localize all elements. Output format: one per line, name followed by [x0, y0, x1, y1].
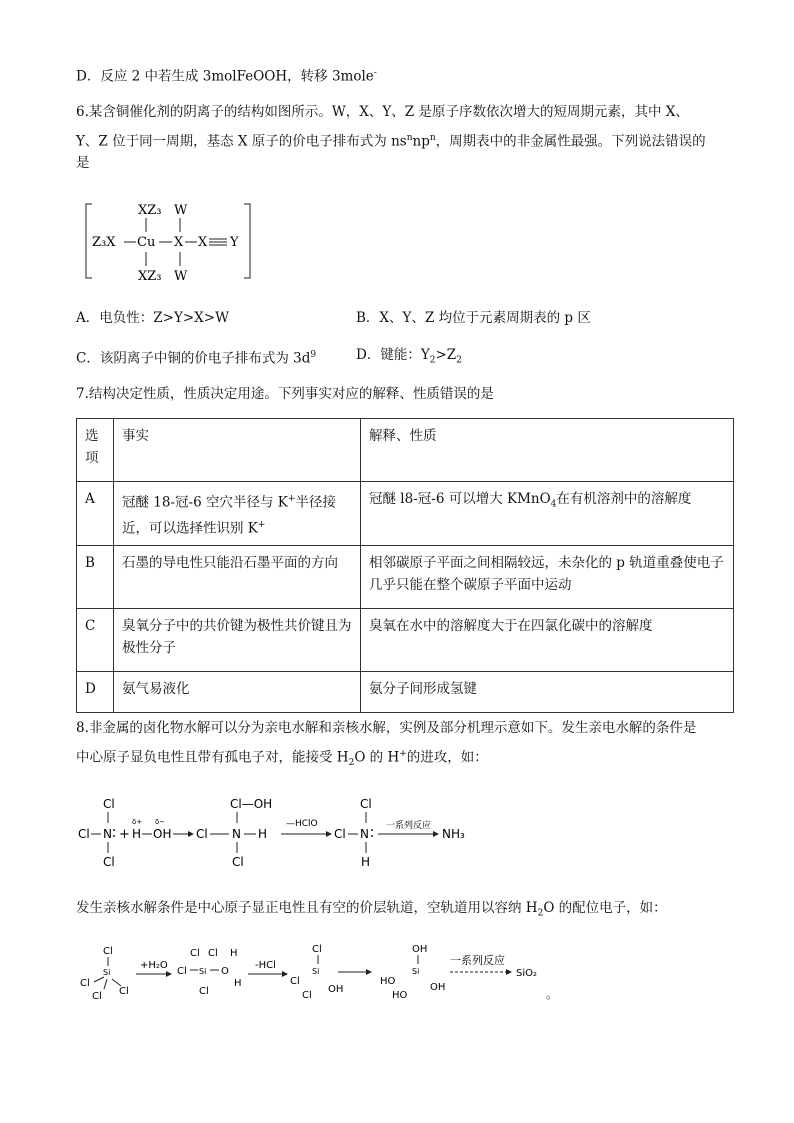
q6-option-c-text: C．该阴离子中铜的价电子排布式为 3d: [76, 350, 311, 367]
plus-sign: +: [119, 827, 130, 842]
x-right-atom: X: [198, 235, 208, 250]
table-row: [77, 482, 734, 546]
row-d-fact: 氨气易液化: [114, 672, 361, 713]
sicl4-top-cl: Cl: [103, 946, 113, 957]
q6-stem-line3: 是: [76, 155, 90, 171]
header-option: 选项: [77, 419, 114, 482]
q6-stem-text: Y、Z 位于同一周期，基态 X 原子的价电子排布式为 ns: [76, 133, 407, 150]
intermediate-bottom-cl: Cl: [232, 855, 244, 869]
q6-option-d-text: D．键能：Y: [356, 347, 430, 363]
arrow1-label: —HClO: [286, 819, 318, 829]
p2-top-cl: Cl: [312, 944, 322, 955]
bottom-right-w: W: [174, 269, 188, 284]
row-b-option: B: [77, 546, 114, 609]
q6-anion-structure: [84, 196, 259, 286]
intermediate-left-cl: Cl: [196, 827, 208, 841]
table-row: [77, 546, 734, 609]
header-fact: 事实: [114, 419, 361, 482]
top-left-group: XZ₃: [138, 203, 162, 218]
q8-line3-sub: 2: [537, 908, 544, 919]
row-a-explain: 冠醚 l8-冠-6 可以增大 KMnO$_4$在有机溶剂中的溶解度: [361, 482, 734, 546]
o-charge: δ−: [155, 818, 166, 826]
q7-stem: 7.结构决定性质，性质决定用途。下列事实对应的解释、性质错误的是: [76, 386, 494, 402]
q5-option-d-sup: -: [373, 68, 377, 78]
row-d-explain: 氨分子间形成氢键: [361, 672, 734, 713]
product-sio2: SiO₂: [516, 968, 538, 979]
q8-line2-sup: +: [399, 749, 407, 759]
q5-option-d-text: D．反应 2 中若生成 3molFeOOH，转移 3mole: [76, 68, 374, 85]
row-b-fact: 石墨的导电性只能沿石墨平面的方向: [114, 546, 361, 609]
arrow-head-1: [188, 831, 194, 837]
p3-top-oh: OH: [412, 944, 428, 955]
int-bottom-cl: Cl: [199, 986, 209, 997]
nhcl2-n: N: [360, 827, 369, 841]
row-c-fact: 臭氧分子中的共价键为极性共价键且为极性分子: [114, 609, 361, 672]
q8-line2-text: 中心原子显负电性且带有孤电子对，能接受 H: [76, 749, 349, 766]
q6-stem-np: np: [412, 133, 430, 150]
electrophilic-hydrolysis-scheme: [76, 796, 486, 874]
sicl4-left-cl: Cl: [80, 978, 90, 989]
q6-sup-n2: n: [429, 133, 436, 143]
int-si: Si: [199, 967, 207, 976]
right-bracket: [244, 204, 250, 278]
q6-option-d-sub2: 2: [456, 355, 462, 366]
intermediate-h: H: [258, 827, 268, 841]
sicl4-right-cl: Cl: [119, 986, 129, 997]
q6-option-d: [356, 346, 462, 370]
row-b-explain: 相邻碳原子平面之间相隔较远，未杂化的 p 轨道重叠使电子几乎只能在整个碳原子平面中运动: [361, 546, 734, 609]
end-mark: 。: [546, 987, 559, 1001]
q8-line2-end: 的进攻，如：: [406, 749, 488, 766]
q8-line3-end: O 的配位电子，如：: [543, 900, 667, 916]
intermediate-cl-oh: Cl—OH: [230, 797, 273, 811]
q6-option-a: A．电负性：Z>Y>X>W: [76, 310, 229, 326]
q6-option-c-sup: 9: [310, 350, 317, 360]
q6-stem-line1: 6.某含铜催化剂的阴离子的结构如图所示。W，X、Y、Z 是原子序数依次增大的短周期元素，其中 X、: [76, 104, 689, 120]
hcl-label: -HCl: [255, 960, 276, 971]
p2-bottom-cl: Cl: [302, 990, 312, 1001]
q6-stem-line2: [76, 129, 706, 151]
table-row: [77, 609, 734, 672]
sicl4-bottom-cl: Cl: [92, 991, 102, 1002]
q7-table: [76, 418, 734, 713]
row-c-explain: 臭氧在水中的溶解度大于在四氯化碳中的溶解度: [361, 609, 734, 672]
p2-oh: OH: [328, 984, 344, 995]
q8-line3-text: 发生亲核水解条件是中心原子显正电性且有空的价层轨道，空轨道用以容纳 H: [76, 900, 538, 916]
nhcl2-left-cl: Cl: [334, 827, 346, 841]
cu-atom: Cu: [137, 235, 156, 250]
q8-line3: [76, 899, 667, 923]
q8-line1: 8.非金属的卤化物水解可以分为亲电水解和亲核水解，实例及部分机理示意如下。发生亲电水解的条件是: [76, 720, 697, 736]
q8-line2: [76, 745, 488, 772]
arrow2-label: 一系列反应: [386, 821, 432, 831]
x-center-atom: X: [174, 235, 184, 250]
q8-line2-mid: O 的 H: [354, 749, 400, 766]
y-atom: Y: [230, 235, 239, 250]
row-c-option: C: [77, 609, 114, 672]
header-explain: 解释、性质: [361, 419, 734, 482]
ncl3-top-cl: Cl: [103, 797, 115, 811]
ncl3-left-cl: Cl: [78, 827, 90, 841]
int-cl-2: Cl: [208, 948, 218, 959]
product-nh3: NH₃: [442, 827, 465, 841]
h-charge: δ+: [132, 818, 143, 826]
h2o-label: +H₂O: [140, 960, 168, 971]
p3-left-ho: HO: [380, 976, 396, 987]
table-header-row: [77, 419, 734, 482]
water-h: H: [132, 827, 142, 841]
int-cl-1: Cl: [190, 948, 200, 959]
p2-si: Si: [312, 967, 320, 976]
ncl3-n: N: [103, 827, 112, 841]
table-row: [77, 672, 734, 713]
row-a-fact: 冠醚 18-冠-6 空穴半径与 K+半径接近，可以选择性识别 K+: [114, 482, 361, 546]
nhcl2-top-cl: Cl: [360, 797, 372, 811]
intermediate-n: N: [232, 827, 241, 841]
q6-stem-rest: ，周期表中的非金属性最强。下列说法错误的: [435, 133, 706, 150]
ncl3-bottom-cl: Cl: [103, 855, 115, 869]
sicl4-si: Si: [103, 968, 111, 977]
q6-option-b: B．X、Y、Z 均位于元素周期表的 p 区: [356, 310, 591, 326]
series-label: 一系列反应: [450, 954, 505, 967]
p3-right-oh: OH: [430, 982, 446, 993]
q6-option-d-gt: >Z: [435, 347, 457, 363]
q6-option-d-sub1: 2: [429, 355, 436, 366]
middle-left-group: Z₃X: [92, 235, 116, 250]
row-a-option: A: [77, 482, 114, 546]
q8-line2-sub: 2: [348, 758, 355, 769]
int-h-bottom: H: [234, 978, 242, 989]
nucleophilic-hydrolysis-scheme: [76, 942, 566, 1020]
int-h-top: H: [230, 948, 238, 959]
p2-left-cl: Cl: [290, 976, 300, 987]
row-d-option: D: [77, 672, 114, 713]
q5-option-d: [76, 64, 377, 86]
nhcl2-h: H: [361, 855, 371, 869]
water-oh: OH: [153, 827, 172, 841]
int-o: O: [221, 966, 229, 977]
p3-bottom-ho: HO: [392, 990, 408, 1001]
bottom-left-group: XZ₃: [138, 269, 162, 284]
int-left-cl: Cl: [177, 966, 187, 977]
q6-sup-n1: n: [406, 133, 413, 143]
top-right-w: W: [174, 203, 188, 218]
q6-option-c: [76, 346, 316, 368]
p3-si: Si: [412, 967, 420, 976]
